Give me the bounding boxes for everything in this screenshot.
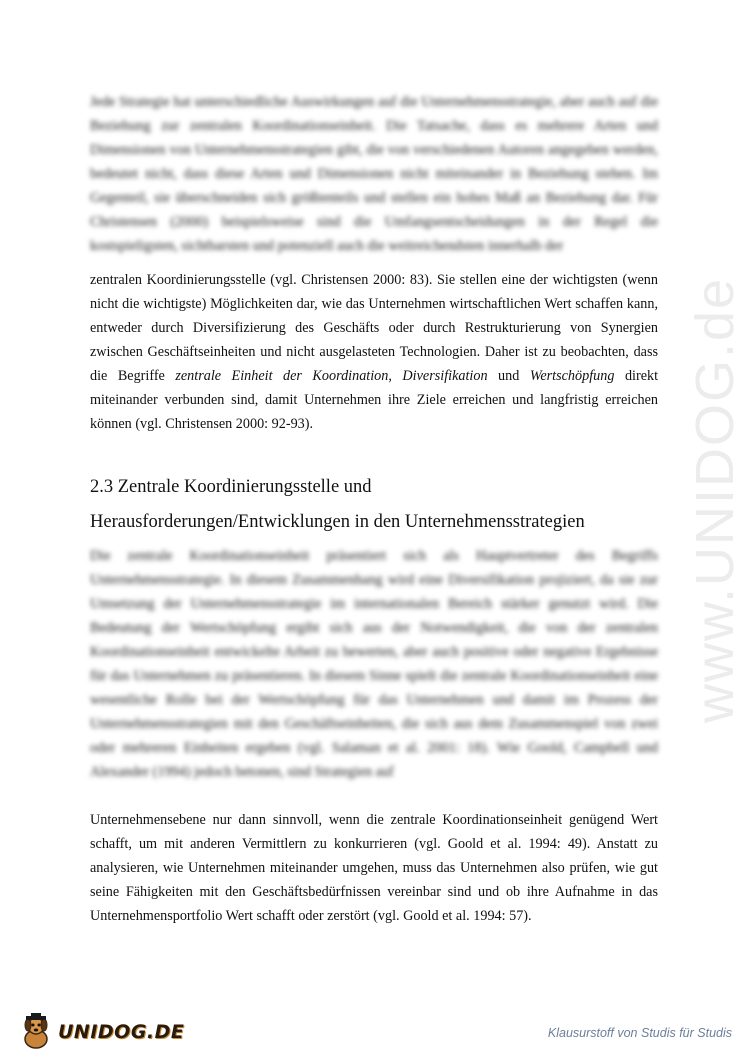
paragraph-1-visible [90,268,658,436]
logo-text: UNIDOG.DE [58,1021,185,1043]
paragraph-1-text-a: zentralen Koordinierungsstelle (vgl. Christensen 2000: 83). Sie stellen eine der wichtigsten (wenn nicht die wichtigste) Möglichkeiten dar, wie das Unternehmen wirtschaftlichen Wert schaffen kann, entweder durch Diversifizierung des Geschäfts oder durch Restrukturierung von Synergien zwischen Geschäftseinheiten und nicht ausgelasteten Technologien. Daher ist zu beobachten, dass die Begriffe [90,272,658,384]
watermark-text: www.UNIDOG.de [685,276,745,724]
blurred-paragraph-1: Jede Strategie hat unterschiedliche Auswirkungen auf die Unternehmensstrategie, aber auch auf die Beziehung zur zentralen Koordinationseinheit. Die Tatsache, dass es mehrere Arten und Dimensionen von Unternehmensstrategien gibt, die von verschiedenen Autoren angegeben werden, bedeutet nicht, dass diese Arten und Dimensionen nicht miteinander in Beziehung stehen. Im Gegenteil, sie überschneiden sich größtenteils und stellen ein hohes Maß an Beziehung dar. Für Christensen (2000) beispielsweise sind die Umfangsentscheidungen in der Regel die kostspieligsten, sichtbarsten und potenziell auch die weitreichendsten innerhalb der [90,94,658,254]
blurred-paragraph-2: Die zentrale Koordinationseinheit präsentiert sich als Hauptvertreter des Begriffs Unternehmensstrategie. In diesem Zusammenhang wird eine Diversifikation projiziert, da sie zur Umsetzung der Unternehmensstrategie im internationalen Bereich stärker genutzt wird. Die Bedeutung der Wertschöpfung ergibt sich aus der Notwendigkeit, die von der zentralen Koordinationseinheit entwickelte Arbeit zu bewerten, aber auch positive oder negative Ergebnisse für das Unternehmen zu präsentieren. In diesem Sinne spielt die zentrale Koordinationseinheit eine wesentliche Rolle bei der Wertschöpfung für das Unternehmen und damit im Prozess der Unternehmensstrategien mit den Geschäftseinheiten, die sich aus dem Zusammenspiel von zwei oder mehreren Einheiten ergeben (vgl. Salaman et al. 2001: 18). Wie Goold, Campbell und Alexander (1994) jedoch betonen, sind Strategien auf [90,548,658,780]
term-separator-1: , [388,368,392,384]
paragraph-2-visible: Unternehmensebene nur dann sinnvoll, wenn die zentrale Koordinationseinheit genügend Wert schafft, um mit anderen Vermittlern zu konkurrieren (vgl. Goold et al. 1994: 49). Anstatt zu analysieren, wie Unternehmen miteinander umgehen, muss das Unternehmen also prüfen, wie gut seine Fähigkeiten mit den Geschäftsbedürfnissen vereinbar sind und ob ihre Aufnahme in das Unternehmensportfolio Wert schafft oder zerstört (vgl. Goold et al. 1994: 57). [90,812,658,924]
dog-mascot-icon [18,1013,54,1051]
section-heading [90,470,670,540]
term-zentrale-einheit: zentrale Einheit der Koordination [175,368,389,384]
footer-tagline: Klausurstoff von Studis für Studis [547,1026,732,1040]
paragraph-1-text-b: direkt miteinander verbunden sind, damit Unternehmen ihre Ziele erreichen und langfristig erreichen können (vgl. Christensen 2000: 92-93). [90,368,659,432]
term-wertschoepfung: Wertschöpfung [529,368,615,384]
footer-logo[interactable] [18,1012,184,1052]
term-separator-2: und [487,368,520,384]
heading-line-1: 2.3 Zentrale Koordinierungsstelle und [90,477,372,497]
term-diversifikation: Diversifikation [402,368,488,384]
heading-line-2: Herausforderungen/Entwicklungen in den Unternehmensstrategien [90,512,585,532]
